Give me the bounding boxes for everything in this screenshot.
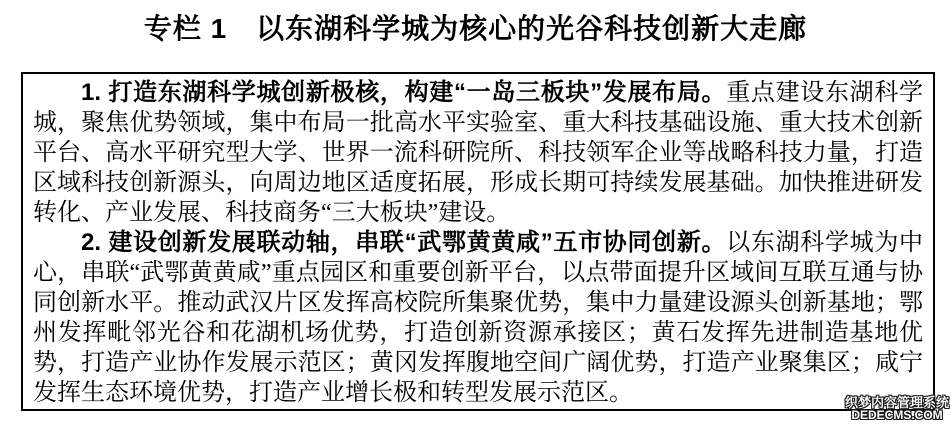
watermark xyxy=(845,396,949,422)
paragraph-2-body: 以东湖科学城为中心，串联“武鄂黄黄咸”重点园区和重要创新平台，以点带面提升区域间互联互通与协同创新水平。推动武汉片区发挥高校院所集聚优势，集中力量建设源头创新基地；鄂州发挥毗邻光谷和花湖机场优势，打造创新资源承接区；黄石发挥先进制造基地优势，打造产业协作发展示范区；黄冈发挥腹地空间广阔优势，打造产业聚集区；咸宁发挥生态环境优势，打造产业增长极和转型发展示范区。 xyxy=(33,230,924,406)
watermark-dedecms-text: DEDECMS.COM xyxy=(851,408,943,423)
paragraph-1-body: 重点建设东湖科学城，聚焦优势领域，集中布局一批高水平实验室、重大科技基础设施、重大技术创新平台、高水平研究型大学、世界一流科研院所、科技领军企业等战略科技力量，打造区域科技创新源头，向周边地区适度拓展，形成长期可持续发展基础。加快推进研发转化、产业发展、科技商务“三大板块”建设。 xyxy=(33,80,924,226)
paragraph-2-lead: 2. 建设创新发展联动轴，串联“武鄂黄黄咸”五市协同创新。 xyxy=(81,229,727,256)
paragraph-1 xyxy=(33,78,923,228)
paragraph-2 xyxy=(33,228,923,408)
column-title: 专栏 1 以东湖科学城为核心的光谷科技创新大走廊 xyxy=(143,13,808,44)
watermark-chinese-text: 织梦内容管理系统 xyxy=(844,394,949,410)
paragraph-1-lead: 1. 打造东湖科学城创新极核，构建“一岛三板块”发展布局。 xyxy=(81,79,727,106)
column-text-box xyxy=(21,72,935,411)
